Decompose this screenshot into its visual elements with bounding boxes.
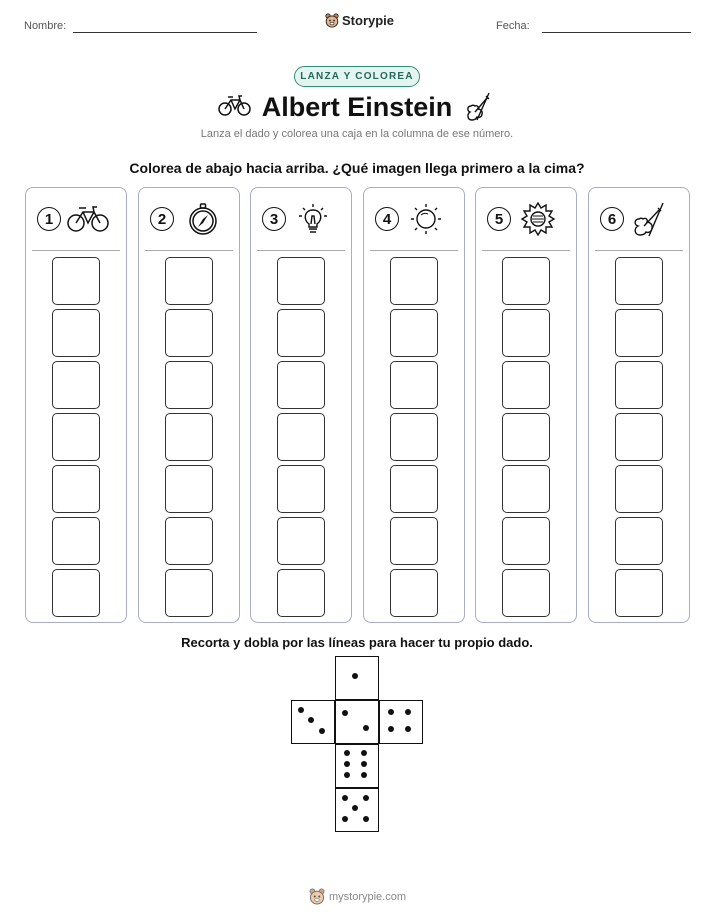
- violin-icon: [463, 92, 493, 124]
- pip: [388, 709, 394, 715]
- color-box[interactable]: [615, 569, 663, 617]
- color-box[interactable]: [502, 309, 550, 357]
- column-5: [475, 187, 577, 623]
- color-box[interactable]: [165, 361, 213, 409]
- coloring-instruction: Colorea de abajo hacia arriba. ¿Qué imagen llega primero a la cima?: [129, 160, 585, 176]
- color-box[interactable]: [277, 517, 325, 565]
- pip: [319, 728, 325, 734]
- color-box[interactable]: [165, 257, 213, 305]
- column-3: [250, 187, 352, 623]
- dice-face-2: [335, 700, 379, 744]
- pip: [344, 761, 350, 767]
- color-box[interactable]: [52, 517, 100, 565]
- color-box[interactable]: [615, 257, 663, 305]
- color-box[interactable]: [52, 413, 100, 461]
- color-box[interactable]: [277, 569, 325, 617]
- color-box[interactable]: [390, 517, 438, 565]
- column-divider: [482, 250, 570, 251]
- column-2: [138, 187, 240, 623]
- color-box[interactable]: [52, 361, 100, 409]
- pip: [361, 750, 367, 756]
- color-box[interactable]: [277, 309, 325, 357]
- column-divider: [145, 250, 233, 251]
- color-box[interactable]: [390, 309, 438, 357]
- color-box[interactable]: [390, 569, 438, 617]
- dice-face-4: [379, 700, 423, 744]
- color-box[interactable]: [390, 413, 438, 461]
- color-box[interactable]: [165, 517, 213, 565]
- color-box[interactable]: [52, 465, 100, 513]
- sun-icon: [404, 202, 448, 236]
- date-line: [542, 32, 691, 33]
- pip: [361, 772, 367, 778]
- color-box[interactable]: [502, 257, 550, 305]
- color-box[interactable]: [390, 361, 438, 409]
- column-number: 6: [600, 207, 624, 231]
- color-box[interactable]: [502, 465, 550, 513]
- name-label: Nombre:: [24, 20, 67, 32]
- storypie-mascot-icon: [325, 13, 339, 28]
- lightbulb-icon: [291, 202, 335, 236]
- footer-url: mystorypie.com: [329, 890, 407, 903]
- pip: [352, 805, 358, 811]
- color-box[interactable]: [165, 569, 213, 617]
- pip: [344, 772, 350, 778]
- pip: [352, 673, 358, 679]
- color-box[interactable]: [165, 413, 213, 461]
- color-box[interactable]: [615, 465, 663, 513]
- color-box[interactable]: [502, 569, 550, 617]
- column-number: 3: [262, 207, 286, 231]
- column-number: 4: [375, 207, 399, 231]
- color-box[interactable]: [615, 517, 663, 565]
- compass-icon: [179, 202, 223, 236]
- color-box[interactable]: [52, 569, 100, 617]
- sun-gear-icon: [516, 202, 560, 236]
- pip: [363, 725, 369, 731]
- pip: [344, 750, 350, 756]
- dice-instruction: Recorta y dobla por las líneas para hacer tu propio dado.: [181, 635, 533, 650]
- pip: [342, 816, 348, 822]
- pip: [298, 707, 304, 713]
- pip: [363, 795, 369, 801]
- color-box[interactable]: [52, 257, 100, 305]
- dice-face-5: [335, 788, 379, 832]
- color-box[interactable]: [277, 257, 325, 305]
- color-box[interactable]: [502, 361, 550, 409]
- page-title: Albert Einstein: [261, 92, 453, 122]
- column-1: [25, 187, 127, 623]
- color-box[interactable]: [165, 465, 213, 513]
- dice-face-6: [335, 744, 379, 788]
- brand-logo: [325, 13, 394, 28]
- color-box[interactable]: [502, 517, 550, 565]
- pip: [405, 726, 411, 732]
- dice-face-1: [335, 656, 379, 700]
- column-number: 2: [150, 207, 174, 231]
- activity-badge: LANZA Y COLOREA: [294, 66, 420, 87]
- pip: [308, 717, 314, 723]
- pip: [361, 761, 367, 767]
- column-number: 5: [487, 207, 511, 231]
- column-4: [363, 187, 465, 623]
- pip: [342, 710, 348, 716]
- color-box[interactable]: [502, 413, 550, 461]
- column-divider: [257, 250, 345, 251]
- brand-name: Storypie: [342, 13, 395, 28]
- violin-icon: [629, 202, 673, 240]
- pip: [388, 726, 394, 732]
- color-box[interactable]: [277, 465, 325, 513]
- pip: [405, 709, 411, 715]
- column-divider: [595, 250, 683, 251]
- color-box[interactable]: [615, 309, 663, 357]
- dice-face-3: [291, 700, 335, 744]
- name-line: [73, 32, 257, 33]
- color-box[interactable]: [390, 257, 438, 305]
- color-box[interactable]: [52, 309, 100, 357]
- column-divider: [32, 250, 120, 251]
- footer: [309, 888, 406, 905]
- page-subtitle: Lanza el dado y colorea una caja en la columna de ese número.: [200, 128, 514, 140]
- column-6: [588, 187, 690, 623]
- color-box[interactable]: [165, 309, 213, 357]
- bicycle-icon: [66, 202, 110, 236]
- color-box[interactable]: [390, 465, 438, 513]
- column-divider: [370, 250, 458, 251]
- date-label: Fecha:: [496, 20, 530, 32]
- column-number: 1: [37, 207, 61, 231]
- color-box[interactable]: [277, 361, 325, 409]
- color-box[interactable]: [277, 413, 325, 461]
- color-box[interactable]: [615, 413, 663, 461]
- pip: [363, 816, 369, 822]
- storypie-mascot-icon: [309, 888, 325, 905]
- color-box[interactable]: [615, 361, 663, 409]
- pip: [342, 795, 348, 801]
